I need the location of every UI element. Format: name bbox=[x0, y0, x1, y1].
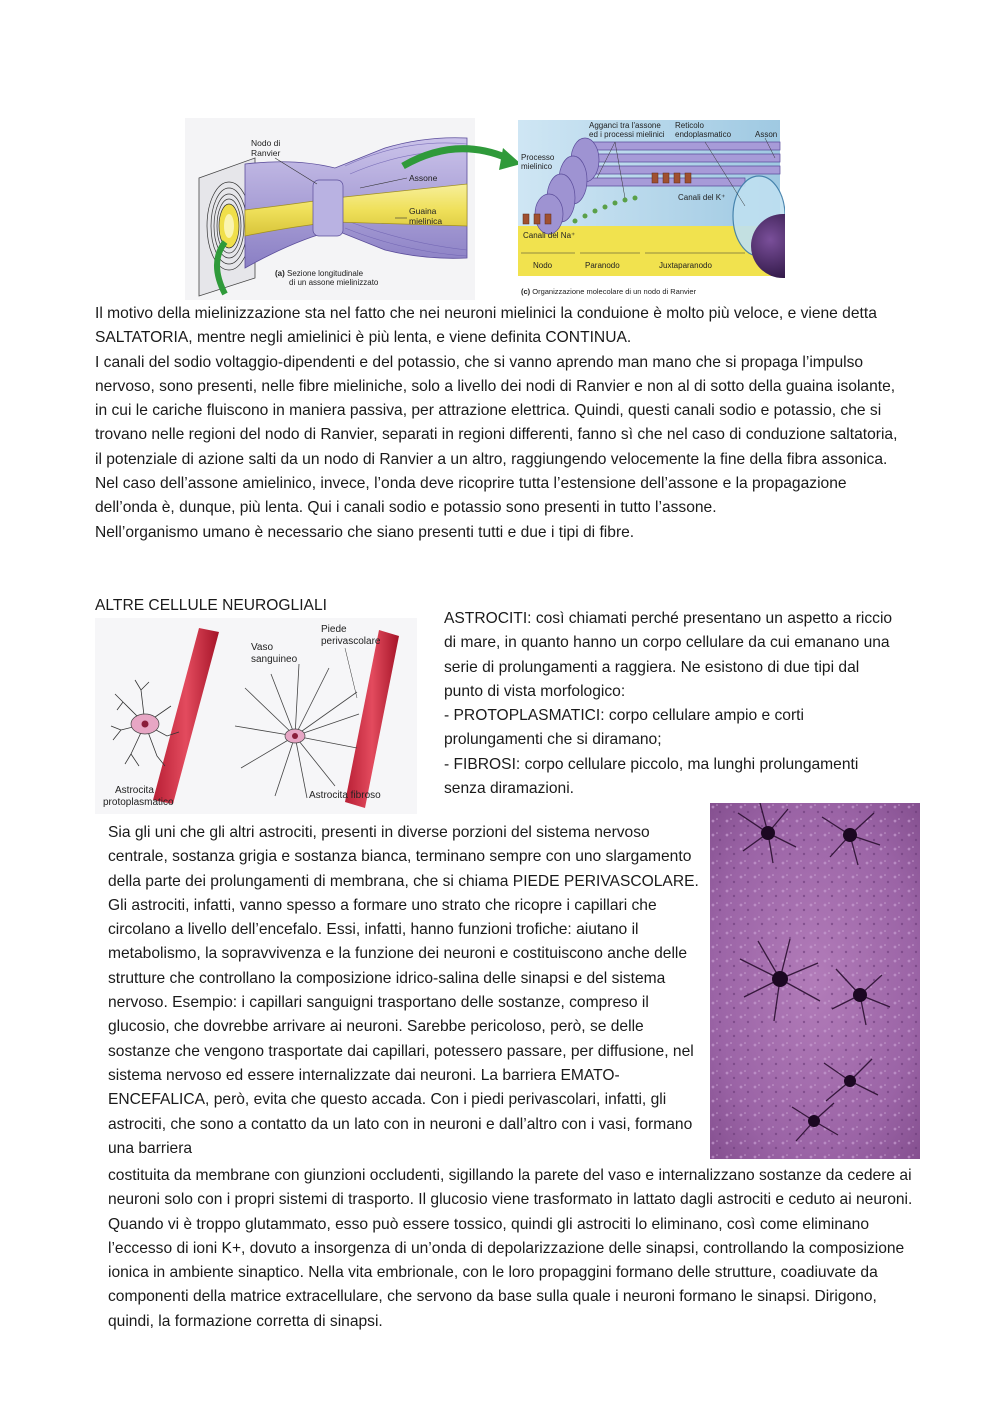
astrociti-description bbox=[444, 607, 902, 801]
label-reticolo: Reticolo endoplasmatico bbox=[675, 121, 732, 139]
astrocyte-micrograph bbox=[710, 803, 920, 1159]
label-guaina-mielinica: Guaina mielinica bbox=[409, 206, 443, 226]
label-agganci: Agganci tra l'assone ed i processi mielinici bbox=[589, 121, 665, 139]
label-nodo: Nodo bbox=[533, 261, 553, 270]
panel-a-longitudinal-section bbox=[185, 118, 475, 300]
label-astrocita-protoplasmatico: Astrocita protoplasmatico bbox=[103, 785, 174, 808]
astrociti-item-fibrosi: - FIBROSI: corpo cellulare piccolo, ma lunghi prolungamenti senza diramazioni. bbox=[444, 755, 859, 798]
body-text-wrapped bbox=[108, 821, 700, 1161]
astrociti-intro: ASTROCITI: così chiamati perché presentano un aspetto a riccio di mare, in quanto hanno un corpo cellulare da cui emanano una serie di prolungamenti a raggiera. Ne esistono di due tipi dal punto di vista morfologico: bbox=[444, 610, 893, 700]
panel-c-molecular-organization bbox=[518, 120, 785, 302]
label-assone-left: Assone bbox=[409, 173, 438, 183]
label-vaso-sanguineo: Vaso sanguineo bbox=[251, 642, 298, 665]
caption-a: (a) Sezione longitudinale di un assone mielinizzato bbox=[275, 269, 379, 287]
astrocyte-figure bbox=[95, 618, 417, 814]
caption-c: (c) Organizzazione molecolare di un nodo di Ranvier bbox=[521, 287, 697, 296]
label-canali-na: Canali del Na⁺ bbox=[523, 231, 576, 240]
intro-paragraph-4: Nell’organismo umano è necessario che siano presenti tutti e due i tipi di fibre. bbox=[95, 523, 635, 541]
label-processo-mielinico: Processo mielinico bbox=[521, 153, 555, 171]
section-title: ALTRE CELLULE NEUROGLIALI bbox=[95, 597, 327, 614]
body-text-full bbox=[108, 1164, 916, 1334]
label-assone-right: Asson bbox=[755, 130, 778, 139]
myelin-figure bbox=[185, 118, 785, 302]
label-nodo-ranvier: Nodo di Ranvier bbox=[251, 138, 281, 158]
intro-paragraph-1: Il motivo della mielinizzazione sta nel fatto che nei neuroni mielinici la conduione è molto più veloce, e viene detta SALTATORIA, mentre negli amielinici è più lenta, e viene definita CONTINUA. bbox=[95, 305, 877, 347]
label-piede-perivascolare: Piede perivascolare bbox=[321, 624, 381, 647]
body-paragraph-wrapped: Sia gli uni che gli altri astrociti, presenti in diverse porzioni del sistema nervoso centrale, sostanza grigia e sostanza bianca, terminano sempre con uno slargamento della parte dei prolungamenti di membrana, che si chiama PIEDE PERIVASCOLARE. Gli astrociti, infatti, vanno spesso a formare uno strato che ricopre i capillari che circolano a livello dell’encefalo. Essi, infatti, hanno funzioni trofiche: aiutano il metabolismo, la sopravvivenza e la funzione dei neuroni e costituiscono anche delle strutture che controllano la composizione idrico-salina delle sinapsi e del sistema nervoso. Esempio: i capillari sanguigni trasportano delle sostanze, compreso il glucosio, che dovrebbe arrivare ai neuroni. Sarebbe pericoloso, però, se delle sostanze che vengono trasportate dai capillari, potessero passare, per diffusione, nel sistema nervoso ed essere internalizzate dai neuroni. La barriera EMATO-ENCEFALICA, però, evita che questo accada. Con i piedi perivascolari, infatti, gli astrociti, che sono a contatto da un lato con in neuroni e dall’altro con i vasi, formano una barriera bbox=[108, 824, 699, 1157]
intro-paragraph-2: I canali del sodio voltaggio-dipendenti e del potassio, che si vanno aprendo man mano che si propaga l’impulso nervoso, sono presenti, nelle fibre mieliniche, solo a livello dei nodi di Ranvier e non al di sotto della guaina isolante, in cui le cariche fluiscono in maniera passiva, per attrazione elettrica. Quindi, questi canali sodio e potassio, che si trovano nelle regioni del nodo di Ranvier, separati in regioni differenti, fanno sì che nel caso di conduzione saltatoria, il potenziale di azione salti da un nodo di Ranvier a un altro, raggiungendo velocemente la fine della fibra assonica. bbox=[95, 353, 898, 468]
label-paranodo: Paranodo bbox=[585, 261, 620, 270]
label-canali-k: Canali del K⁺ bbox=[678, 193, 726, 202]
astrociti-item-protoplasmatici: - PROTOPLASMATICI: corpo cellulare ampio e corti prolungamenti che si diramano; bbox=[444, 707, 804, 749]
intro-paragraph-3: Nel caso dell’assone amielinico, invece, l’onda deve ricoprire tutta l’estensione dell’assone e la propagazione dell’onda è, dunque, più lenta. Qui i canali sodio e potassio sono presenti in tutto l’assone. bbox=[95, 475, 847, 517]
intro-text bbox=[95, 302, 903, 545]
body-paragraph-full: costituita da membrane con giunzioni occludenti, sigillando la parete del vaso e internalizzano sostanze da cedere ai neuroni solo con i propri sistemi di trasporto. Il glucosio viene trasformato in lattato dagli astrociti e ceduto ai neuroni. Quando vi è troppo glutammato, esso può essere tossico, quindi gli astrociti lo eliminano, così come eliminano l’eccesso di ioni K+, dovuto a insorgenza di un’onda di depolarizzazione delle sinapsi, controllando la composizione ionica in ambiente sinaptico. Nella vita embrionale, con le loro propaggini formano delle strutture, coadiuvate da componenti della matrice extracellulare, che servono da base sulla quale i neuroni formano le sinapsi. Dirigono, quindi, la formazione corretta di sinapsi. bbox=[108, 1167, 913, 1330]
label-juxtaparanodo: Juxtaparanodo bbox=[659, 261, 712, 270]
label-astrocita-fibroso: Astrocita fibroso bbox=[309, 790, 381, 801]
